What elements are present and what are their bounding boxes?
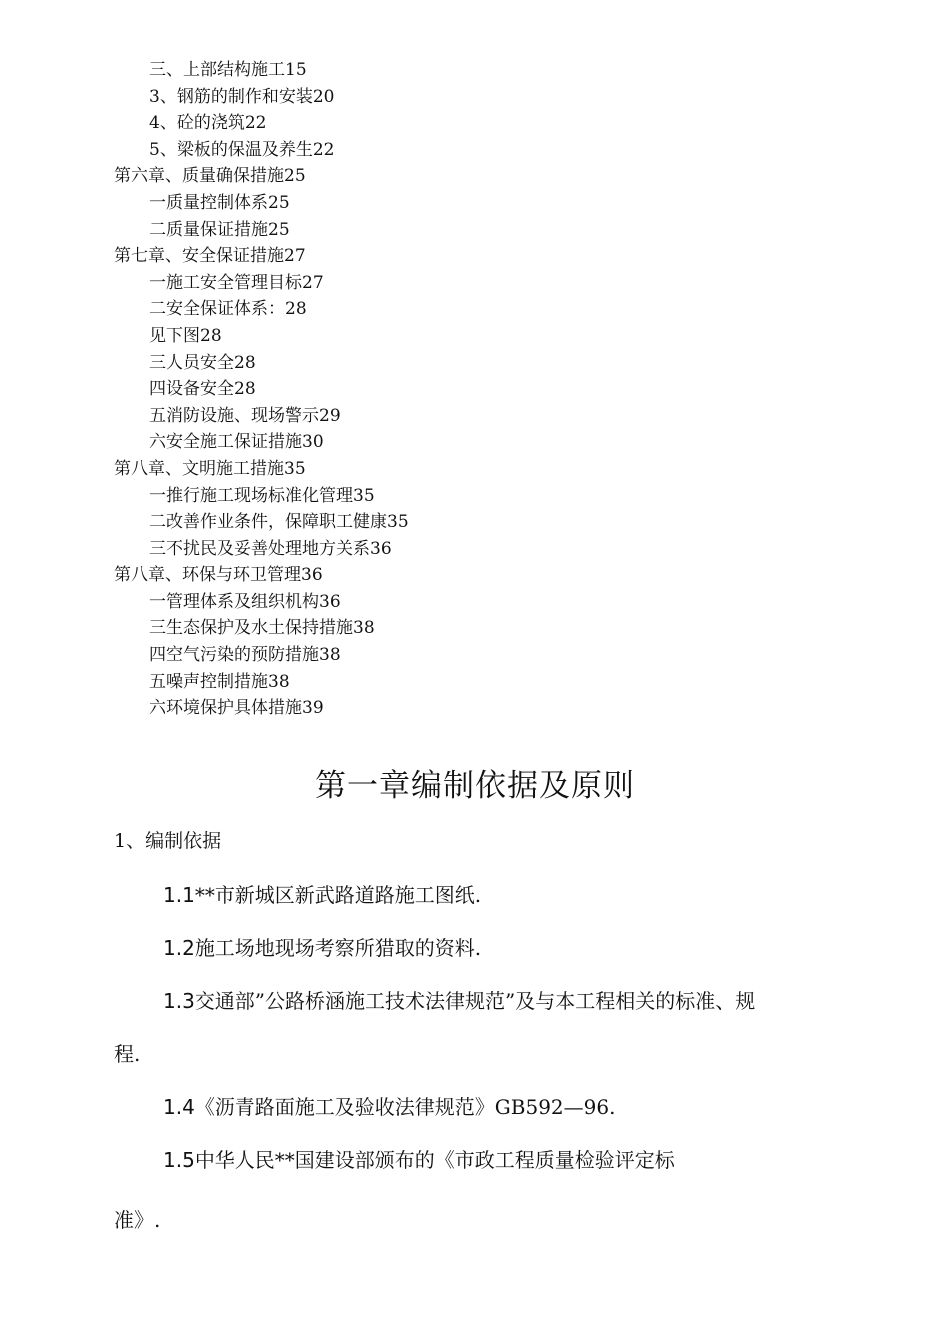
- toc-section-entry: 见下图28: [149, 325, 222, 346]
- section-heading: 1、编制依据: [114, 830, 222, 852]
- toc-section-entry: 一管理体系及组织机构36: [149, 591, 341, 612]
- toc-section-entry: 五噪声控制措施38: [149, 671, 290, 692]
- paragraph-1-5-continuation: 准》.: [114, 1208, 161, 1232]
- toc-section-entry: 一质量控制体系25: [149, 192, 290, 213]
- toc-section-entry: 四设备安全28: [149, 379, 256, 400]
- toc-section-entry: 六环境保护具体措施39: [149, 698, 324, 719]
- item-text: **市新城区新武路道路施工图纸.: [194, 883, 482, 907]
- toc-section-entry: 一施工安全管理目标27: [149, 272, 324, 293]
- toc-section-entry: 四空气污染的预防措施38: [149, 645, 341, 666]
- toc-section-entry: 一推行施工现场标准化管理35: [149, 485, 375, 506]
- item-text: 《沥青路面施工及验收法律规范》GB592—96.: [194, 1095, 616, 1119]
- paragraph-1-4: [163, 1092, 615, 1122]
- paragraph-1-2: [163, 933, 481, 963]
- toc-section-entry: 二改善作业条件，保障职工健康35: [149, 512, 409, 533]
- table-of-contents: [0, 57, 950, 722]
- item-text: 交通部”公路桥涵施工技术法律规范”及与本工程相关的标准、规: [194, 989, 756, 1013]
- toc-section-entry: 三人员安全28: [149, 352, 256, 373]
- paragraph-1-3: [163, 986, 755, 1016]
- toc-section-entry: 4、砼的浇筑22: [149, 113, 267, 134]
- item-number: 1.1: [163, 883, 195, 907]
- item-number: 1.4: [163, 1095, 195, 1119]
- item-number: 1.3: [163, 989, 195, 1013]
- toc-section-entry: 5、梁板的保温及养生22: [149, 139, 335, 160]
- item-text: 施工场地现场考察所猎取的资料.: [194, 936, 482, 960]
- toc-chapter-entry: 第六章、质量确保措施25: [114, 166, 306, 187]
- chapter-title: 第一章编制依据及原则: [315, 768, 635, 804]
- toc-chapter-entry: 第七章、安全保证措施27: [114, 246, 306, 267]
- item-text: 中华人民**国建设部颁布的《市政工程质量检验评定标: [194, 1148, 675, 1172]
- toc-section-entry: 五消防设施、现场警示29: [149, 405, 341, 426]
- paragraph-1-1: [163, 880, 481, 910]
- toc-section-entry: 三生态保护及水土保持措施38: [149, 618, 375, 639]
- toc-section-entry: 六安全施工保证措施30: [149, 432, 324, 453]
- paragraph-1-3-continuation: 程.: [114, 1042, 141, 1066]
- toc-section-entry: 3、钢筋的制作和安装20: [149, 86, 335, 107]
- toc-chapter-entry: 第八章、环保与环卫管理36: [114, 565, 323, 586]
- toc-chapter-entry: 第八章、文明施工措施35: [114, 458, 306, 479]
- toc-section-entry: 二安全保证体系：28: [149, 299, 307, 320]
- toc-section-entry: 二质量保证措施25: [149, 219, 290, 240]
- toc-section-entry: 三、上部结构施工15: [149, 60, 307, 80]
- item-number: 1.5: [163, 1148, 195, 1172]
- paragraph-1-5: [163, 1145, 675, 1175]
- toc-section-entry: 三不扰民及妥善处理地方关系36: [149, 538, 392, 559]
- item-number: 1.2: [163, 936, 195, 960]
